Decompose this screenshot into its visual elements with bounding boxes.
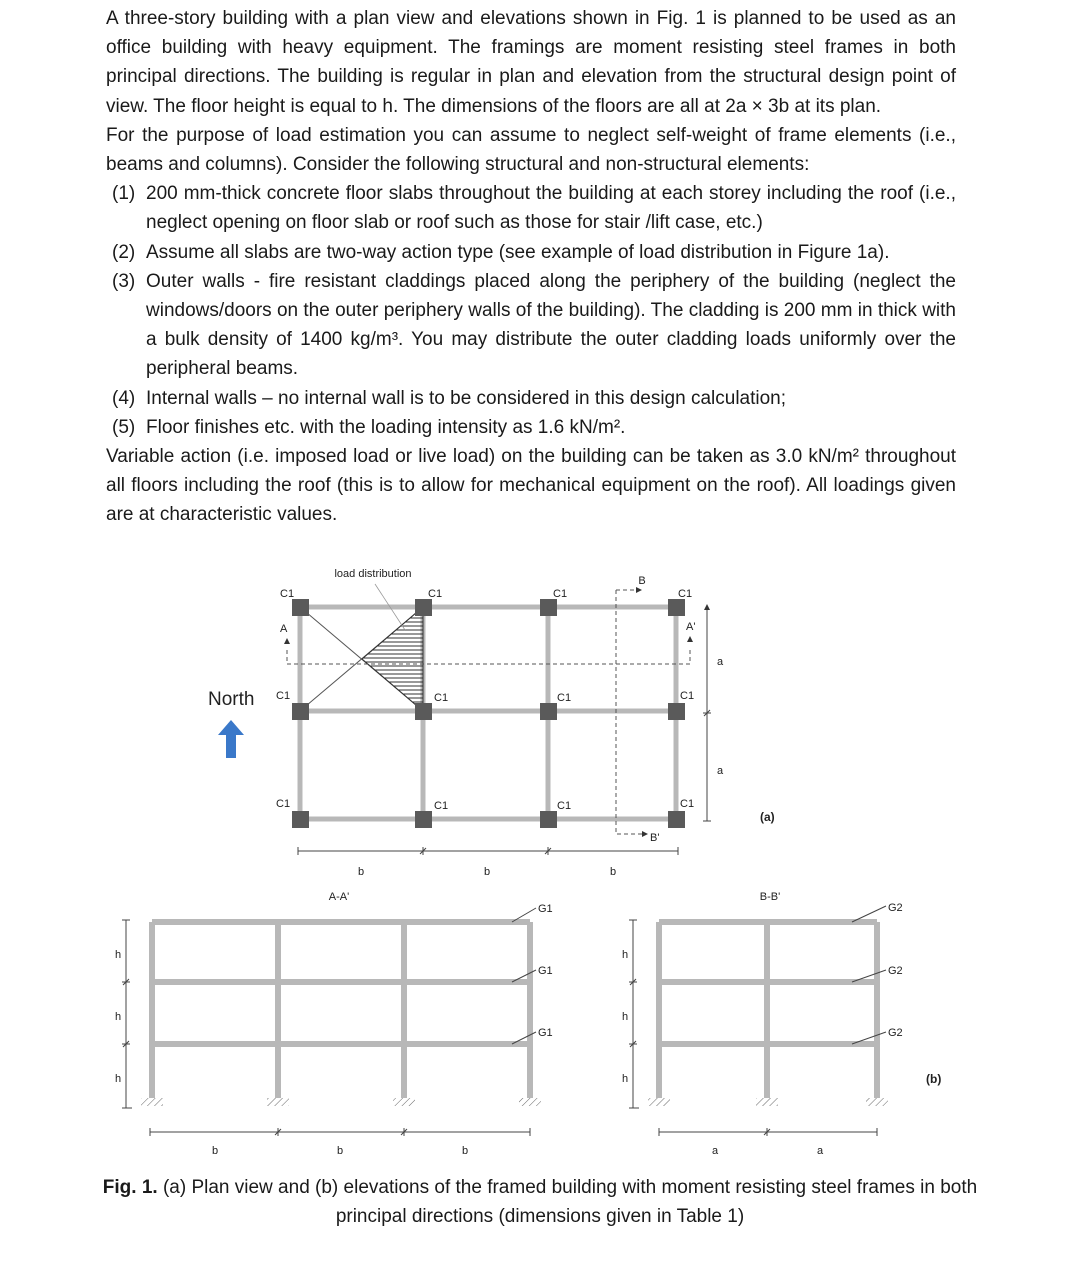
svg-text:h: h [114, 1011, 122, 1023]
svg-text:b: b [483, 866, 491, 878]
elevation-tag: (b) [926, 1072, 942, 1086]
figure-1 [0, 560, 1080, 1160]
elevation-BB-dim-vertical [629, 920, 639, 1108]
svg-text:C1: C1 [680, 798, 695, 810]
figure-svg [0, 560, 1080, 1160]
svg-text:C1: C1 [553, 588, 568, 600]
elevation-BB [622, 891, 941, 1157]
svg-text:h: h [114, 949, 122, 961]
svg-text:G1: G1 [538, 903, 553, 915]
elevation-AA-supports [141, 1098, 541, 1106]
elevation-AA-title: A-A' [328, 891, 350, 903]
section-A-label: A [280, 623, 288, 635]
svg-text:C1: C1 [557, 692, 572, 704]
figure-caption-label: Fig. 1. [102, 1177, 158, 1198]
svg-text:C1: C1 [434, 692, 449, 704]
svg-text:C1: C1 [428, 588, 443, 600]
figure-caption [100, 1173, 980, 1231]
plan-beams [300, 607, 676, 819]
list-item: (5) Floor finishes etc. with the loading intensity as 1.6 kN/m². [112, 416, 626, 438]
elevation-BB-supports [648, 1098, 888, 1106]
svg-text:C1: C1 [280, 588, 295, 600]
load-estimation-paragraph: For the purpose of load estimation you can assume to neglect self-weight of frame elements (i.e., beams and columns). Consider the following structural and non-structural elements: [106, 124, 956, 176]
svg-text:b: b [336, 1145, 344, 1157]
list-item: (1) 200 mm-thick concrete floor slabs throughout the building at each storey including the roof (i.e., neglect opening on floor slab or roof such as those for stair /lift case, etc.) [112, 183, 956, 234]
elements-list [106, 179, 956, 442]
variable-action-paragraph: Variable action (i.e. imposed load or live load) on the building can be taken as 3.0 kN/m² throughout all floors including the roof (this is to allow for mechanical equipment on the roof). All loadings given are at characteristic values. [106, 446, 956, 526]
section-B-label: B [638, 575, 646, 587]
list-item: (2) Assume all slabs are two-way action type (see example of load distribution in Figure 1a). [112, 241, 890, 263]
svg-text:C1: C1 [557, 800, 572, 812]
plan-tag: (a) [760, 810, 775, 824]
elevation-BB-frame [659, 922, 877, 1098]
svg-text:b: b [357, 866, 365, 878]
svg-text:h: h [621, 949, 629, 961]
plan-dim-vertical [703, 606, 711, 821]
svg-text:G1: G1 [538, 965, 553, 977]
problem-statement [106, 4, 956, 530]
svg-text:G2: G2 [888, 965, 903, 977]
section-A-prime-label: A' [686, 621, 696, 633]
svg-text:b: b [609, 866, 617, 878]
section-B-prime-label: B' [650, 832, 660, 844]
list-item: (4) Internal walls – no internal wall is to be considered in this design calculation; [112, 387, 787, 409]
load-distribution-hatch [362, 607, 423, 711]
plan-dim-horizontal [298, 847, 678, 855]
svg-text:a: a [816, 1145, 824, 1157]
figure-caption-text: (a) Plan view and (b) elevations of the framed building with moment resisting steel frames in both principal directions (dimensions given in Table 1) [157, 1177, 978, 1227]
svg-text:a: a [717, 656, 724, 668]
svg-text:h: h [621, 1073, 629, 1085]
elevation-AA [115, 891, 553, 1157]
svg-text:G1: G1 [538, 1027, 553, 1039]
svg-text:a: a [717, 765, 724, 777]
intro-paragraph: A three-story building with a plan view and elevations shown in Fig. 1 is planned to be used as an office building with heavy equipment. The framings are moment resisting steel frames in both principal directions. The building is regular in plan and elevation from the structural design point of view. The floor height is equal to h. The dimensions of the floors are all at 2a × 3b at its plan. [106, 8, 956, 117]
svg-text:b: b [461, 1145, 469, 1157]
load-distribution-label: load distribution [334, 568, 412, 580]
list-item: (3) Outer walls - fire resistant claddings placed along the periphery of the building (neglect the windows/doors on the outer periphery walls of the building). The cladding is 200 mm in thick with a bulk density of 1400 kg/m³. You may distribute the outer cladding loads uniformly over the peripheral beams. [112, 270, 956, 380]
svg-text:C1: C1 [680, 690, 695, 702]
svg-text:C1: C1 [276, 690, 291, 702]
svg-text:G2: G2 [888, 1027, 903, 1039]
elevation-AA-frame [152, 922, 530, 1098]
svg-text:h: h [114, 1073, 122, 1085]
svg-text:G2: G2 [888, 902, 903, 914]
svg-text:C1: C1 [678, 588, 693, 600]
elevation-BB-dim-horizontal [659, 1128, 877, 1136]
svg-text:C1: C1 [434, 800, 449, 812]
elevation-BB-title: B-B' [759, 891, 781, 903]
svg-text:a: a [711, 1145, 719, 1157]
svg-text:b: b [211, 1145, 219, 1157]
north-arrow-icon [218, 720, 244, 758]
elevation-AA-dim-horizontal [150, 1128, 530, 1136]
svg-text:h: h [621, 1011, 629, 1023]
column-labels [276, 588, 694, 812]
svg-text:C1: C1 [276, 798, 291, 810]
plan-view [208, 568, 775, 878]
north-label: North [208, 689, 255, 710]
elevation-AA-dim-vertical [122, 920, 132, 1108]
